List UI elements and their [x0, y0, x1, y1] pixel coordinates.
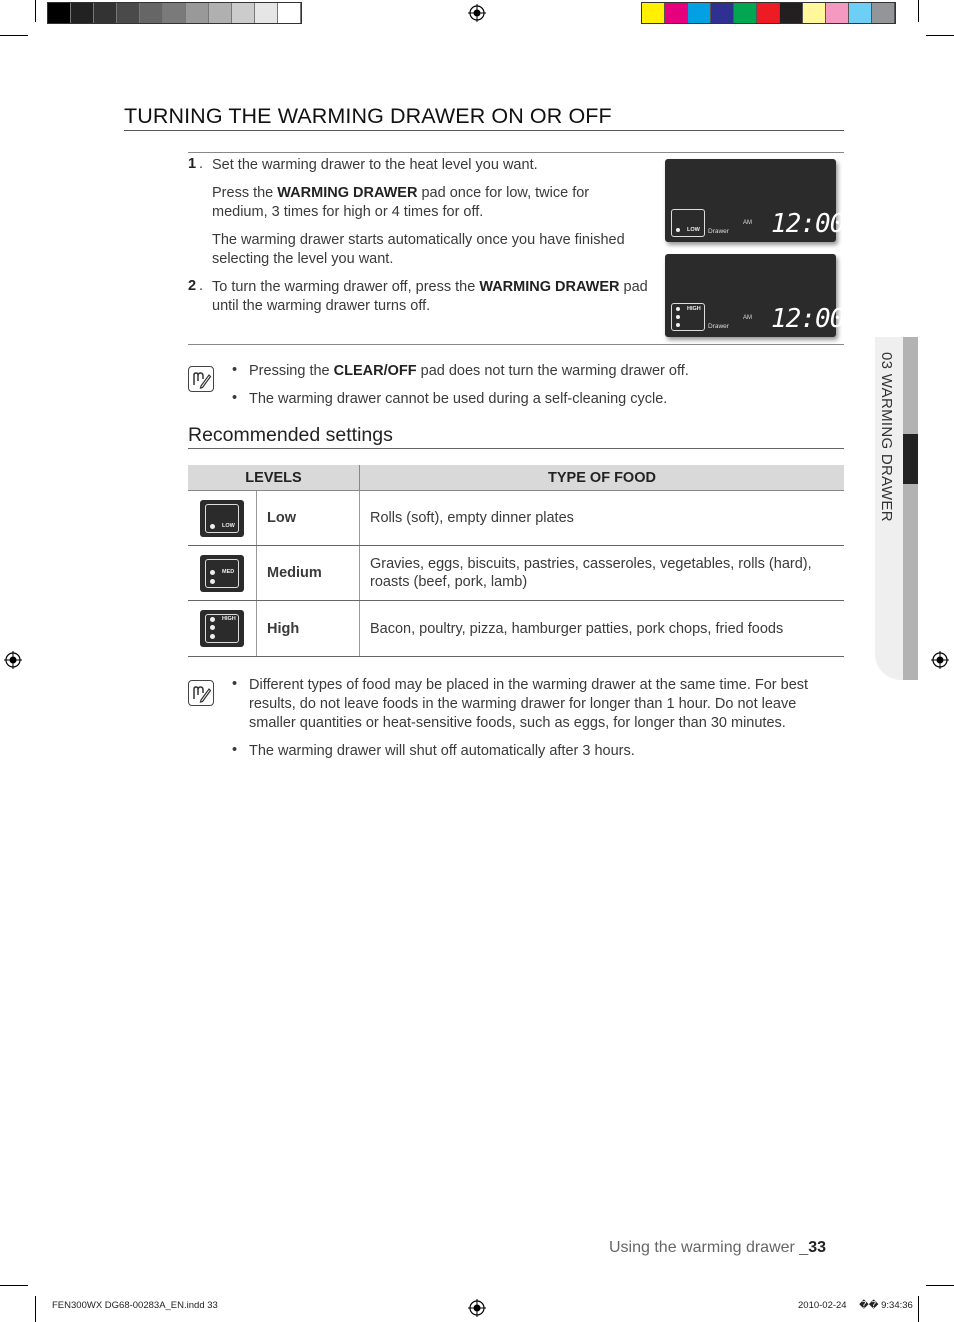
gray-swatch	[255, 3, 278, 23]
color-swatch	[757, 3, 780, 23]
bullet-icon: •	[232, 390, 238, 406]
pad-outline	[205, 614, 239, 643]
table-header-food: TYPE OF FOOD	[360, 465, 845, 491]
step-number: 1	[188, 156, 197, 172]
page-footer	[609, 1239, 826, 1257]
drawer-label: Drawer	[708, 228, 729, 235]
gray-swatch	[278, 3, 301, 23]
color-swatch	[849, 3, 872, 23]
am-indicator: AM	[743, 315, 752, 321]
control-display-high	[665, 254, 845, 337]
level-indicator-dot	[676, 315, 680, 319]
registration-mark-icon	[931, 651, 949, 669]
side-tab-strip	[903, 337, 918, 680]
step-period: .	[199, 156, 204, 172]
gray-swatch	[140, 3, 163, 23]
registration-mark-icon	[4, 651, 22, 669]
gray-swatch	[232, 3, 255, 23]
registration-mark-icon	[468, 1299, 486, 1317]
level-high-icon	[200, 610, 244, 647]
color-swatch	[642, 3, 665, 23]
am-indicator: AM	[743, 220, 752, 226]
pad-outline	[205, 559, 239, 588]
level-indicator-dot	[210, 625, 215, 630]
section-subheading: Recommended settings	[188, 424, 393, 446]
gray-swatch	[48, 3, 71, 23]
bullet-icon: •	[232, 362, 238, 378]
drawer-label: Drawer	[708, 323, 729, 330]
step-1-para-1: Set the warming drawer to the heat level you want.	[212, 157, 538, 173]
level-icon-cell	[188, 491, 257, 546]
level-icon-cell	[188, 546, 257, 601]
color-swatch	[665, 3, 688, 23]
level-low-icon	[200, 500, 244, 537]
level-indicator-dot	[676, 323, 680, 327]
warming-drawer-pad	[671, 303, 705, 331]
color-swatch	[872, 3, 895, 23]
step-period: .	[199, 278, 204, 294]
control-display-low	[665, 159, 845, 242]
clock-readout: 12:00	[771, 209, 845, 239]
level-indicator-dot	[676, 307, 680, 311]
page-number: 33	[808, 1239, 826, 1256]
color-swatch	[803, 3, 826, 23]
level-name: Medium	[257, 546, 360, 601]
heading-rule	[124, 130, 844, 131]
bullet-icon: •	[232, 676, 238, 692]
crop-mark	[918, 0, 919, 22]
level-indicator-dot	[210, 617, 215, 622]
crop-mark	[918, 1296, 919, 1322]
section-rule	[188, 344, 844, 345]
color-swatch	[826, 3, 849, 23]
crop-mark	[926, 35, 954, 36]
step-1-para-3: The warming drawer starts automatically once you have finished selecting the level you want.	[212, 232, 625, 267]
note-2-item-1: Different types of food may be placed in the warming drawer at the same time. For best results, do not leave foods in the warming drawer for longer than 1 hour. Do not leave smaller quantities or heat-sensitive foods, such as eggs, for longer than 30 minutes.	[249, 677, 809, 731]
slug-date: 2010-02-24	[798, 1300, 847, 1311]
section-rule	[188, 152, 844, 153]
table-row	[188, 491, 844, 546]
grayscale-color-bar	[47, 2, 302, 24]
slug-time: �� 9:34:36	[859, 1300, 913, 1311]
crop-mark	[0, 35, 28, 36]
gray-swatch	[71, 3, 94, 23]
bullet-icon: •	[232, 742, 238, 758]
clock-readout: 12:00	[771, 304, 845, 334]
note-1-item-2: The warming drawer cannot be used during a self-cleaning cycle.	[249, 391, 668, 407]
food-types: Rolls (soft), empty dinner plates	[360, 491, 845, 546]
crop-mark	[926, 1285, 954, 1286]
step-number: 2	[188, 278, 197, 294]
level-indicator-dot	[676, 228, 680, 232]
note-icon	[188, 366, 214, 392]
note-2-item-2: The warming drawer will shut off automatically after 3 hours.	[249, 743, 635, 759]
side-tab-marker	[903, 434, 918, 484]
crop-mark	[0, 1285, 28, 1286]
gray-swatch	[94, 3, 117, 23]
pad-outline	[205, 504, 239, 533]
step-1-para-2: Press the WARMING DRAWER pad once for low, twice for medium, 3 times for high or 4 times for off.	[212, 185, 590, 220]
slug-filename: FEN300WX DG68-00283A_EN.indd 33	[52, 1300, 218, 1311]
color-swatch	[780, 3, 803, 23]
gray-swatch	[163, 3, 186, 23]
level-label: LOW	[687, 227, 700, 233]
gray-swatch	[209, 3, 232, 23]
level-icon-cell	[188, 601, 257, 657]
table-row	[188, 546, 844, 601]
process-color-bar	[641, 2, 896, 24]
settings-table	[188, 465, 844, 657]
level-name: High	[257, 601, 360, 657]
level-indicator-dot	[210, 570, 215, 575]
gray-swatch	[186, 3, 209, 23]
subheading-rule	[188, 448, 844, 449]
level-indicator-dot	[210, 579, 215, 584]
level-icon-label: MED	[222, 568, 235, 575]
table-header-levels: LEVELS	[188, 465, 360, 491]
step-2-para-1: To turn the warming drawer off, press the WARMING DRAWER pad until the warming drawer turns off.	[212, 279, 648, 314]
note-1-item-1: Pressing the CLEAR/OFF pad does not turn the warming drawer off.	[249, 363, 689, 379]
table-row	[188, 601, 844, 657]
page-heading: TURNING THE WARMING DRAWER ON OR OFF	[124, 104, 612, 128]
level-icon-label: HIGH	[222, 616, 236, 622]
food-types: Bacon, poultry, pizza, hamburger patties, pork chops, fried foods	[360, 601, 845, 657]
level-medium-icon	[200, 555, 244, 592]
level-indicator-dot	[210, 524, 215, 529]
crop-mark	[35, 0, 36, 22]
crop-mark	[35, 1296, 36, 1322]
color-swatch	[688, 3, 711, 23]
level-icon-label: LOW	[222, 522, 235, 529]
color-swatch	[711, 3, 734, 23]
registration-mark-icon	[468, 4, 486, 22]
footer-title: Using the warming drawer _	[609, 1239, 809, 1256]
table-header-row	[188, 465, 844, 491]
level-label: HIGH	[687, 306, 701, 312]
warming-drawer-pad	[671, 209, 705, 237]
level-indicator-dot	[210, 634, 215, 639]
gray-swatch	[117, 3, 140, 23]
level-name: Low	[257, 491, 360, 546]
food-types: Gravies, eggs, biscuits, pastries, casseroles, vegetables, rolls (hard), roasts (beef, pork, lamb)	[360, 546, 845, 601]
note-icon	[188, 680, 214, 706]
chapter-label: 03 WARMING DRAWER	[878, 352, 895, 522]
color-swatch	[734, 3, 757, 23]
